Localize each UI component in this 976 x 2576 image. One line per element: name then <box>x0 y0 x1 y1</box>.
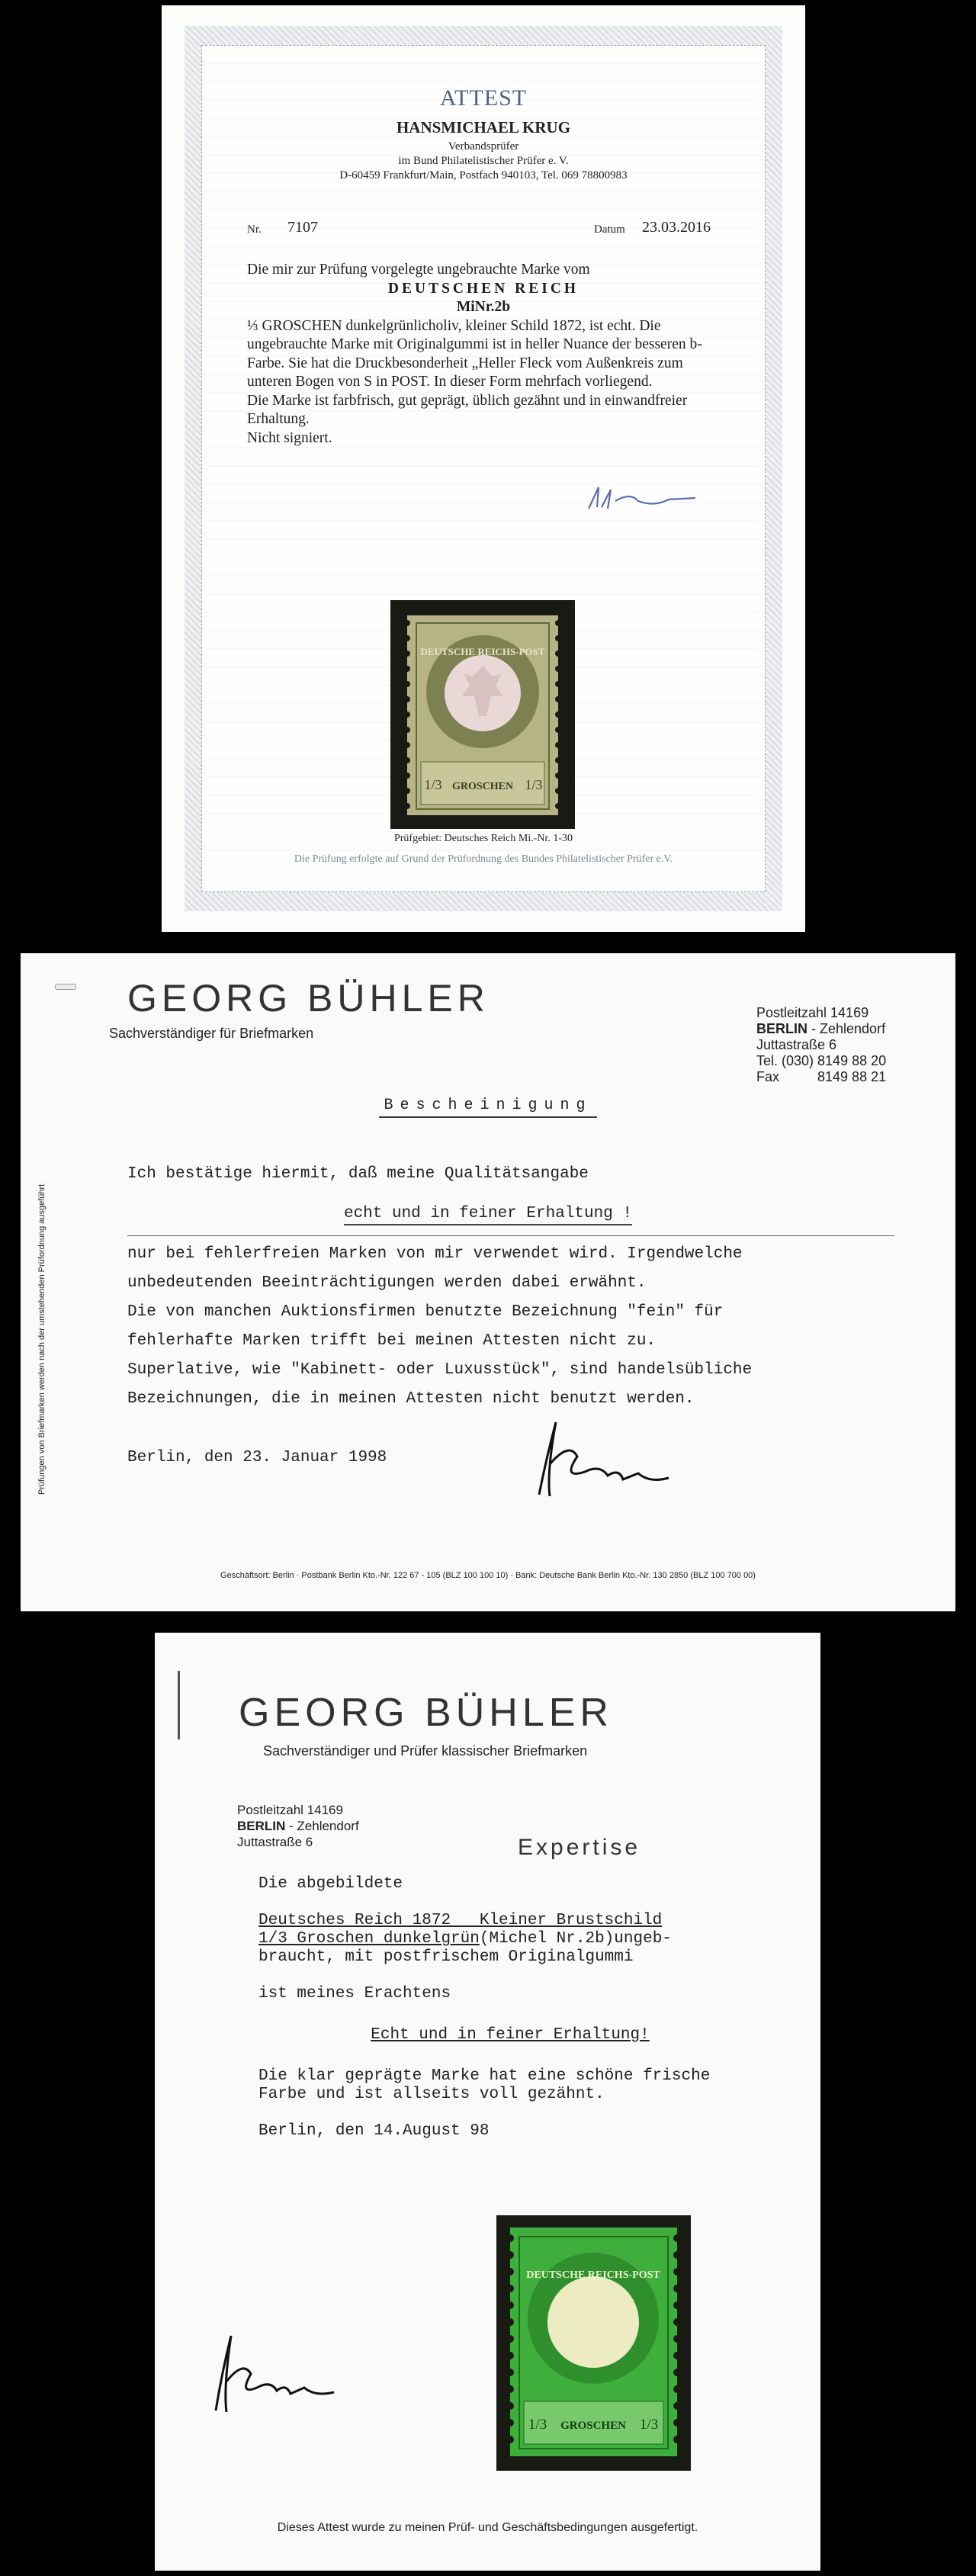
quality-statement-text: echt und in feiner Erhaltung ! <box>344 1205 632 1225</box>
buhler-subtitle: Sachverständiger für Briefmarken <box>109 1026 314 1041</box>
stamp-denomination: GROSCHEN <box>560 2420 626 2432</box>
buhler-signature <box>201 2327 391 2418</box>
title-text: Bescheinigung <box>379 1097 596 1118</box>
certificate-body: nur bei fehlerfreien Marken von mir verwendet wird. Irgendwelche unbedeutenden Beeinträchtigungen werden dabei erwähnt. Die von manchen Auktionsfirmen benutzte Bezeichnung "fein" für fehlerhafte Marken trifft bei meinen Attesten nicht zu. Superlative, wie "Kabinett- oder Luxusstück", sind handelsübliche Bezeichnungen, die in meinen Attesten nicht benutzt werden. <box>127 1245 753 1408</box>
side-note <box>37 1068 54 1495</box>
stamp-photo <box>496 2215 691 2471</box>
body-intro: Die mir zur Prüfung vorgelegte ungebrauchte Marke vom <box>247 262 590 278</box>
address-district: - Zehlendorf <box>289 1819 359 1833</box>
address-fax: Fax 8149 88 21 <box>756 1069 887 1084</box>
item-line-3: braucht, mit postfrischem Originalgummi <box>258 1948 634 1966</box>
bescheinigung-title <box>21 1097 955 1114</box>
examiner-role: Verbandsprüfer <box>448 140 519 153</box>
stamp-fraction-right: 1/3 <box>639 2417 659 2433</box>
stamp-inscription: DEUTSCHE REICHS-POST <box>526 2269 660 2281</box>
body-description: ⅓ GROSCHEN dunkelgrünlicholiv, kleiner Schild 1872, ist echt. Die ungebrauchte Marke mit Originalgummi ist in heller Nuance der besseren b-Farbe. Sie hat die Druckbesonderheit „Heller Fleck vom Außenkreis zum unteren Bogen von S in POST. In dieser Form mehrfach vorliegend. <box>247 317 702 390</box>
side-note-text: Prüfungen von Briefmarken werden nach der umstehenden Prüfordnung ausgeführt <box>37 1184 47 1495</box>
not-signed-note: Nicht signiert. <box>247 429 332 446</box>
address-street: Juttastraße 6 <box>237 1835 313 1849</box>
item-catalog: (Michel Nr.2b)ungeb- <box>479 1930 672 1948</box>
address-district: - Zehlendorf <box>811 1021 886 1036</box>
address-tel: Tel. (030) 8149 88 20 <box>756 1053 887 1068</box>
country-name: DEUTSCHEN REICH <box>387 280 580 297</box>
examiner-association: im Bund Philatelistischer Prüfer e. V. <box>398 155 569 167</box>
expertise-date: Berlin, den 14.August 98 <box>258 2122 490 2140</box>
expertise-heading: Expertise <box>518 1835 641 1860</box>
attest-body <box>247 261 720 448</box>
attest-footer: Die Prüfung erfolgte auf Grund der Prüfordnung des Bundes Philatelistischer Prüfer e.V. <box>294 853 673 865</box>
examiner-address: D-60459 Frankfurt/Main, Postfach 940103, Tel. 069 78800983 <box>339 169 628 181</box>
description-line-1: Die klar geprägte Marke hat eine schöne frische <box>258 2067 711 2085</box>
verdict-line <box>258 2026 762 2044</box>
certificate-number: 7107 <box>287 219 318 236</box>
item-title: Deutsches Reich 1872 Kleiner Brustschild <box>258 1912 663 1929</box>
buhler-address <box>237 1802 359 1850</box>
confirmation-line: Ich bestätige hiermit, daß meine Qualitätsangabe <box>127 1165 589 1183</box>
stamp-image <box>390 600 575 829</box>
stamp-denomination: GROSCHEN <box>451 781 514 792</box>
certificate-date: 23.03.2016 <box>642 219 711 236</box>
buhler-expertise <box>155 1633 820 2571</box>
address-city: BERLIN <box>756 1021 807 1036</box>
item-line-1 <box>258 1912 762 1930</box>
stamp-fraction-left: 1/3 <box>528 2417 547 2433</box>
examiner-name: HANSMICHAEL KRUG <box>396 118 571 137</box>
expertise-body <box>258 1875 762 2141</box>
address-postcode: Postleitzahl 14169 <box>756 1005 869 1020</box>
buhler-address <box>756 1005 886 1085</box>
binding-mark <box>178 1671 180 1739</box>
item-denomination: 1/3 Groschen dunkelgrün <box>258 1930 480 1948</box>
number-label: Nr. <box>247 223 262 236</box>
verdict-text: Echt und in feiner Erhaltung! <box>371 2026 650 2044</box>
buhler-certificate <box>21 953 955 1611</box>
address-postcode: Postleitzahl 14169 <box>237 1803 343 1817</box>
divider <box>127 1235 894 1236</box>
buhler-logo: GEORG BÜHLER <box>127 977 490 1020</box>
bank-footer: Geschäftsort: Berlin · Postbank Berlin Kto.-Nr. 122 67 - 105 (BLZ 100 100 10) · Bank: Deutsche Bank Berlin Kto.-Nr. 130 2850 (BLZ 100 700 00) <box>220 1571 756 1580</box>
date-label: Datum <box>594 223 625 236</box>
buhler-logo: GEORG BÜHLER <box>239 1691 613 1735</box>
examiner-signature <box>585 478 699 516</box>
attest-title: ATTEST <box>439 85 528 111</box>
certificate-date: Berlin, den 23. Januar 1998 <box>127 1449 387 1466</box>
address-city-line <box>756 1021 886 1037</box>
punch-hole-mark <box>55 984 76 990</box>
address-street: Juttastraße 6 <box>756 1037 837 1052</box>
stamp-image <box>496 2215 691 2471</box>
stamp-photo <box>390 600 575 829</box>
item-line-2 <box>258 1930 762 1948</box>
body-condition: Die Marke ist farbfrisch, gut geprägt, üblich gezähnt und in einwandfreier Erhaltung. <box>247 392 688 427</box>
stamp-fraction-right: 1/3 <box>525 777 543 792</box>
attest-certificate <box>162 5 805 932</box>
examination-field: Prüfgebiet: Deutsches Reich Mi.-Nr. 1-30 <box>393 833 573 844</box>
quality-statement <box>21 1205 955 1222</box>
buhler-signature <box>516 1411 745 1502</box>
stamp-fraction-left: 1/3 <box>424 777 442 792</box>
expertise-footer: Dieses Attest wurde zu meinen Prüf- und Geschäftsbedingungen ausgefertigt. <box>277 2521 698 2534</box>
opinion-line: ist meines Erachtens <box>258 1985 451 2003</box>
stamp-inscription: DEUTSCHE REICHS-POST <box>420 646 545 657</box>
catalog-number: MiNr.2b <box>456 299 511 315</box>
description-line-2: Farbe und ist allseits voll gezähnt. <box>258 2086 605 2103</box>
intro-line: Die abgebildete <box>258 1875 403 1893</box>
address-city-line <box>237 1818 359 1834</box>
buhler-subtitle: Sachverständiger und Prüfer klassischer Briefmarken <box>263 1743 588 1759</box>
address-city: BERLIN <box>237 1819 286 1833</box>
